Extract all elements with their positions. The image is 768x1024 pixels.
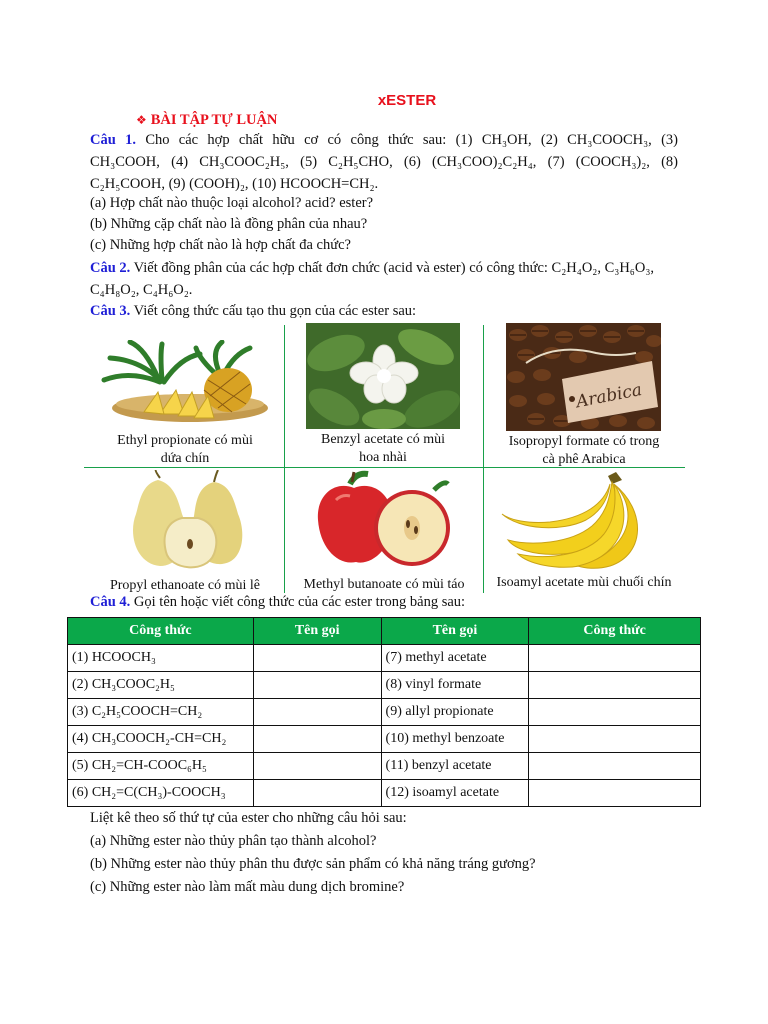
q4-part-a: (a) Những ester nào thủy phân tạo thành alcohol? [90,833,377,849]
formula-cell: (2) CH₃COOC₂H₅ [68,672,254,699]
name-cell: (12) isoamyl acetate [381,780,529,807]
grid-divider-1 [284,325,285,593]
q2-line1 [90,258,690,279]
header-formula-2: Công thức [529,618,701,645]
caption-propyl-ethanoate: Propyl ethanoate có mùi lê [109,578,261,593]
q1-label: Câu 1. [90,132,136,148]
table-row [68,699,701,726]
answer-cell[interactable] [529,672,701,699]
caption-methyl-butanoate: Methyl butanoate có mùi táo [303,577,465,592]
table-row [68,780,701,807]
name-cell: (7) methyl acetate [381,645,529,672]
caption-benzyl-acetate: Benzyl acetate có mùi hoa nhài [321,432,445,465]
q1-part-a: (a) Hợp chất nào thuộc loại alcohol? acid? ester? [90,195,374,211]
q2-text: Viết đồng phân của các hợp chất đơn chức (acid và ester) có công thức: C₂H₄O₂, C₃H₆O₃, [133,260,654,276]
answer-cell[interactable] [253,780,381,807]
q1-part-c: (c) Những hợp chất nào là hợp chất đa chức? [90,237,351,253]
answer-cell[interactable] [529,753,701,780]
grid-divider-2 [483,325,484,593]
arabica-tag-text: Arabica [574,379,644,413]
table-header-row [68,618,701,645]
answer-cell[interactable] [529,726,701,753]
q3-text: Viết công thức cấu tạo thu gọn của các ester sau: [133,303,417,319]
caption-ethyl-propionate: Ethyl propionate có mùi dứa chín [117,433,253,466]
name-cell: (8) vinyl formate [381,672,529,699]
formula-cell: (3) C₂H₅COOCH=CH₂ [68,699,254,726]
q4-part-b: (b) Những ester nào thủy phân thu được sản phẩm có khả năng tráng gương? [90,856,536,872]
section-heading-text: BÀI TẬP TỰ LUẬN [150,112,278,128]
answer-cell[interactable] [529,645,701,672]
q1-line3: C₂H₅COOH, (9) (COOH)₂, (10) HCOOCH=CH₂. [90,176,379,192]
table-row [68,726,701,753]
answer-cell[interactable] [529,780,701,807]
coffee-beans-image [506,323,661,431]
answer-cell[interactable] [253,645,381,672]
banana-image [500,470,660,570]
q4-text: Gọi tên hoặc viết công thức của các ester trong bảng sau: [133,594,466,610]
document-title: xESTER [377,92,437,109]
q2-line2: C₄H₈O₂, C₄H₆O₂. [90,282,193,298]
formula-cell: (1) HCOOCH₃ [68,645,254,672]
table-row [68,672,701,699]
q1-part-b: (b) Những cặp chất nào là đồng phân của nhau? [90,216,368,232]
answer-cell[interactable] [253,672,381,699]
section-heading [136,112,277,129]
answer-cell[interactable] [529,699,701,726]
jasmine-image [306,323,460,429]
name-cell: (10) methyl benzoate [381,726,529,753]
pineapple-image [100,340,268,430]
q3-label: Câu 3. [90,303,131,319]
answer-cell[interactable] [253,699,381,726]
formula-cell: (6) CH₂=C(CH₃)-COOCH₃ [68,780,254,807]
answer-cell[interactable] [253,726,381,753]
q4-line [90,594,465,611]
q2-label: Câu 2. [90,260,131,276]
diamond-bullet-icon: ❖ [136,113,147,127]
pear-image [122,470,248,576]
name-cell: (11) benzyl acetate [381,753,529,780]
header-formula-1: Công thức [68,618,254,645]
q4-label: Câu 4. [90,594,131,610]
q4-after: Liệt kê theo số thứ tự của ester cho những câu hỏi sau: [90,810,407,826]
q1-intro: Cho các hợp chất hữu cơ có công thức sau: (1) CH₃OH, (2) CH₃COOCH₃, (3) [145,132,678,148]
q1-line2: CH₃COOH, (4) CH₃COOC₂H₅, (5) C₂H₅CHO, (6) (CH₃COO)₂C₂H₄, (7) (COOCH₃)₂, (8) [90,154,678,170]
ester-table [67,617,701,807]
answer-cell[interactable] [253,753,381,780]
apple-image [316,470,452,570]
table-row [68,645,701,672]
header-name-1: Tên gọi [253,618,381,645]
q3-line [90,303,416,320]
table-row [68,753,701,780]
formula-cell: (5) CH₂=CH-COOC₆H₅ [68,753,254,780]
header-name-2: Tên gọi [381,618,529,645]
caption-isopropyl-formate: Isopropyl formate có trong cà phê Arabica [508,434,660,467]
caption-isoamyl-acetate: Isoamyl acetate mùi chuối chín [496,575,672,590]
q1-line1 [90,130,678,151]
formula-cell: (4) CH₃COOCH₂-CH=CH₂ [68,726,254,753]
q4-part-c: (c) Những ester nào làm mất màu dung dịch bromine? [90,879,405,895]
name-cell: (9) allyl propionate [381,699,529,726]
